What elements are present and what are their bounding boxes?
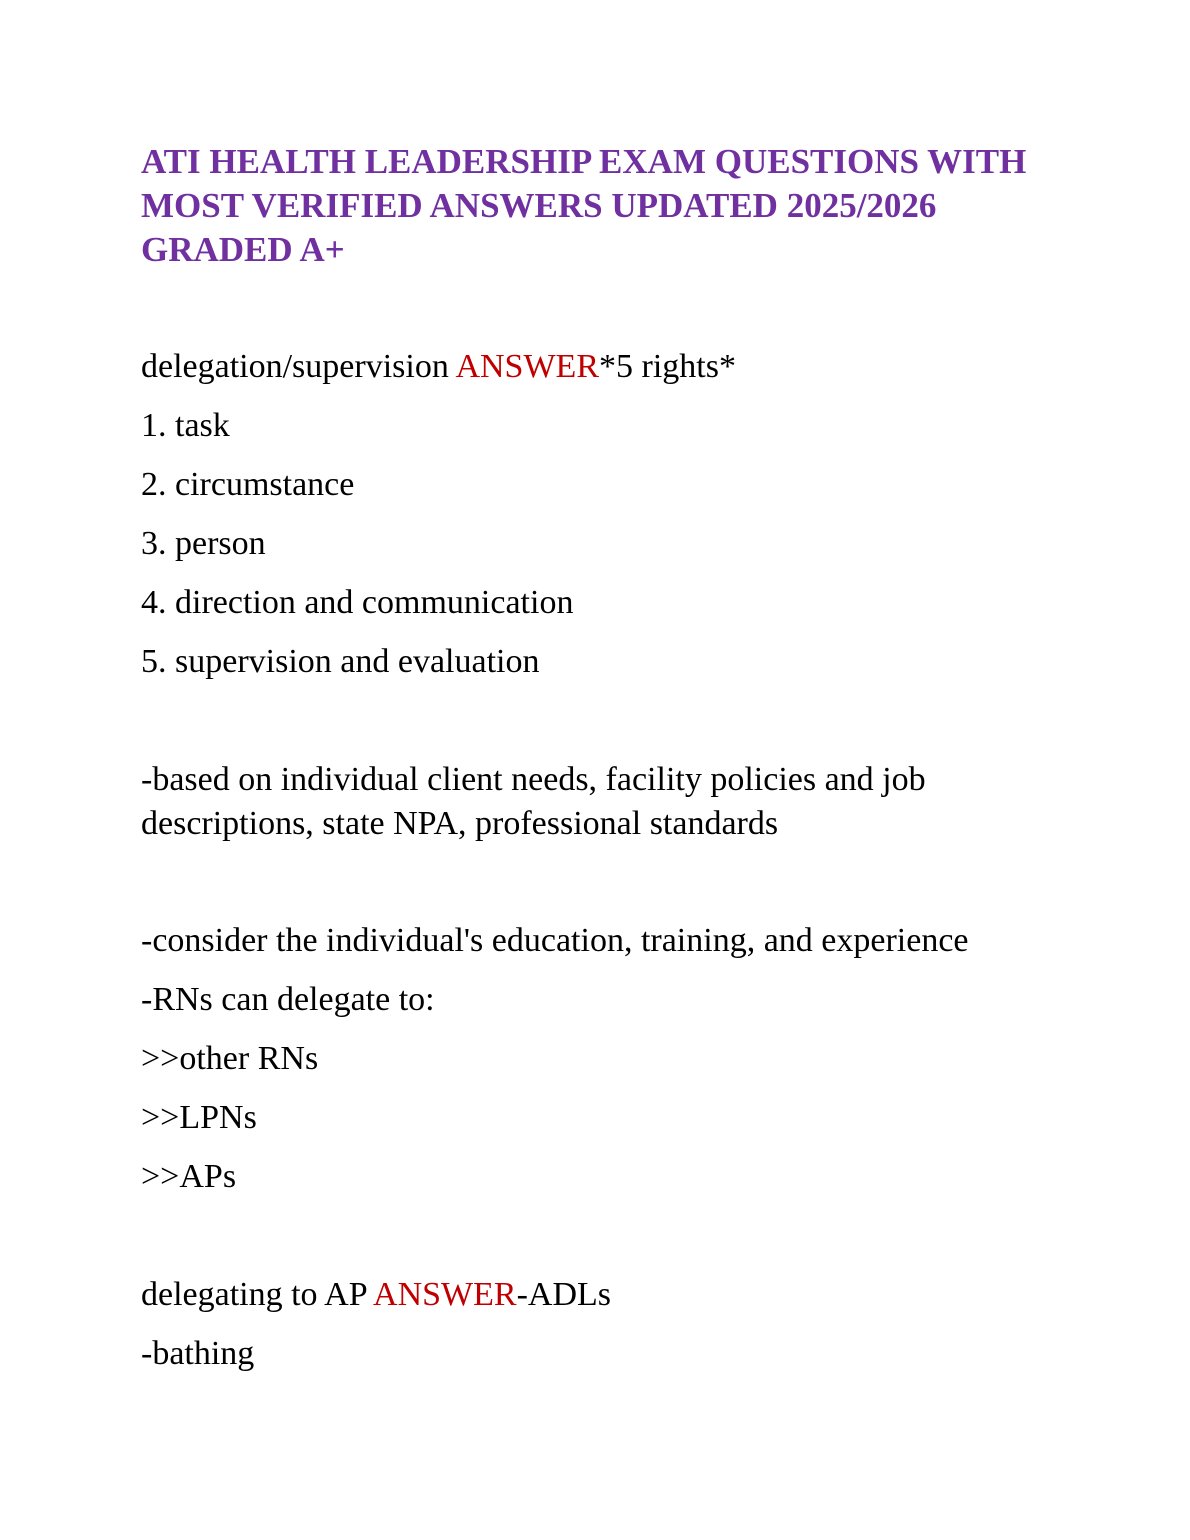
answer-line: >>APs [141, 1158, 237, 1195]
answer-list-item: 1. task [141, 407, 230, 444]
answer-line: >>LPNs [141, 1099, 257, 1136]
title-line: MOST VERIFIED ANSWERS UPDATED 2025/2026 [141, 186, 937, 225]
answer-line: -RNs can delegate to: [141, 981, 435, 1018]
question-line [141, 1275, 611, 1315]
document-title [141, 140, 1101, 272]
answer-keyword: ANSWER [455, 348, 600, 385]
title-line: ATI HEALTH LEADERSHIP EXAM QUESTIONS WITH [141, 142, 1027, 181]
question-text: delegating to AP [141, 1276, 374, 1313]
answer-text: -ADLs [516, 1276, 612, 1313]
title-line: GRADED A+ [141, 230, 345, 269]
answer-paragraph-line: -based on individual client needs, facility policies and job [141, 761, 926, 798]
answer-text: *5 rights* [599, 348, 736, 385]
answer-line: >>other RNs [141, 1040, 319, 1077]
answer-list-item: 2. circumstance [141, 466, 355, 503]
answer-list-item: 3. person [141, 525, 266, 562]
answer-list-item: -bathing [141, 1335, 255, 1372]
answer-keyword: ANSWER [373, 1276, 517, 1313]
answer-list-item: 5. supervision and evaluation [141, 643, 540, 680]
answer-paragraph-line: descriptions, state NPA, professional standards [141, 805, 779, 842]
question-line [141, 347, 736, 387]
answer-list-item: 4. direction and communication [141, 584, 574, 621]
question-text: delegation/supervision [141, 348, 456, 385]
answer-line: -consider the individual's education, training, and experience [141, 922, 969, 959]
